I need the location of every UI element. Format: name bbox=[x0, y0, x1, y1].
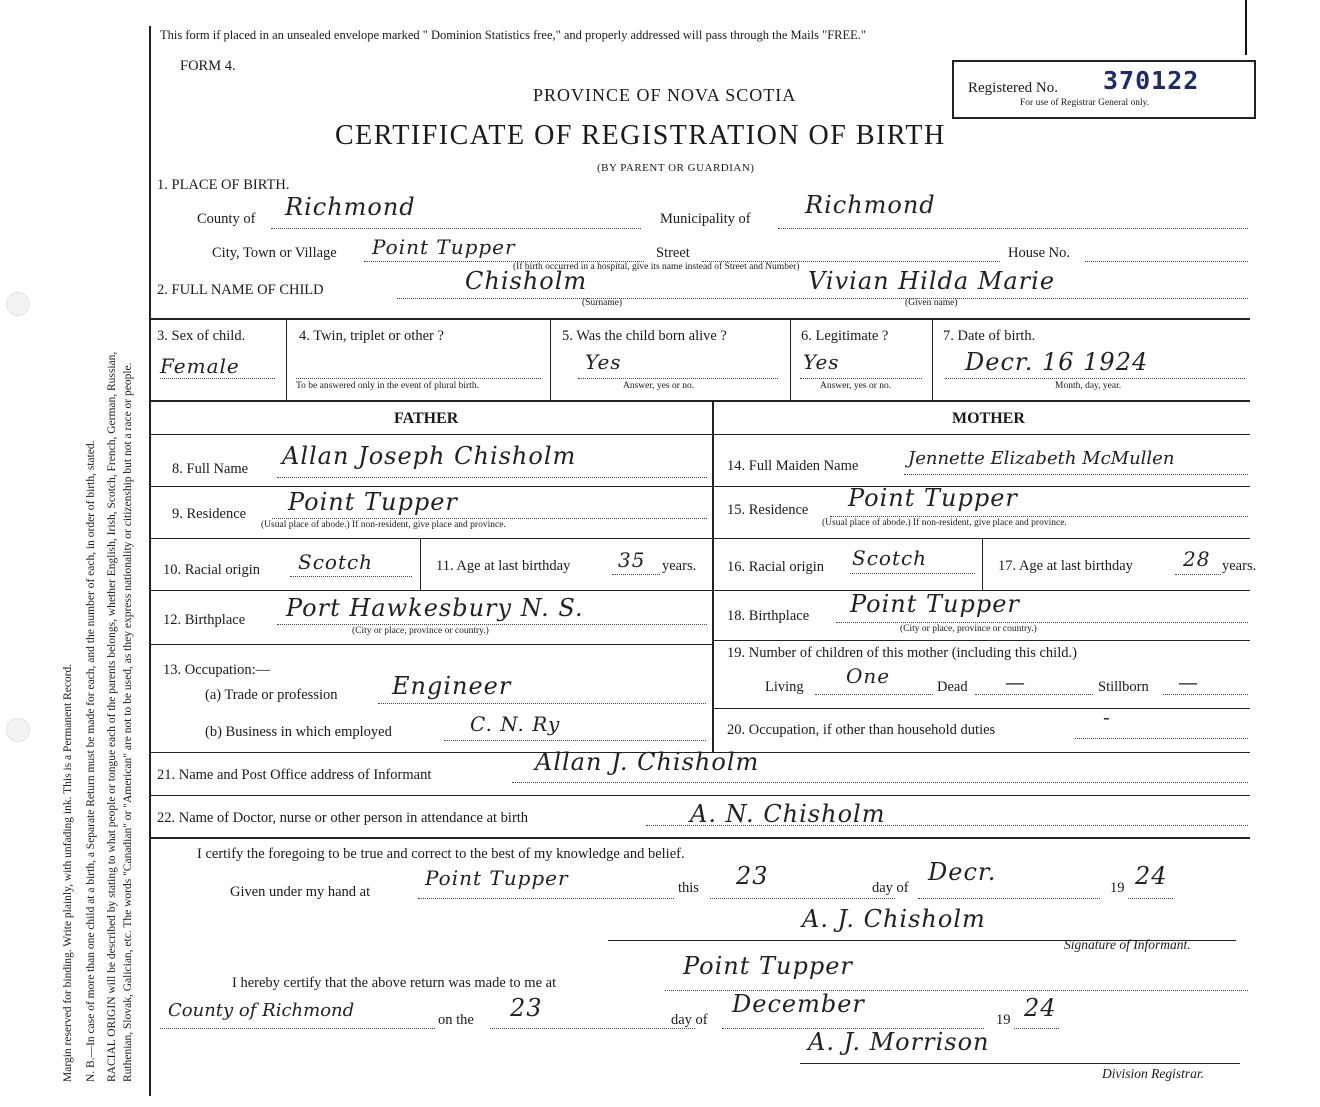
registrar-signature-caption: Division Registrar. bbox=[1102, 1066, 1205, 1081]
mother-children-label: 19. Number of children of this mother (including this child.) bbox=[727, 645, 1077, 661]
dob-line bbox=[945, 378, 1245, 379]
mother-occupation-line bbox=[1075, 738, 1248, 739]
child-surname: Chisholm bbox=[465, 267, 588, 295]
father-row10-divider bbox=[420, 538, 421, 590]
father-occupation-label: 13. Occupation:— bbox=[163, 662, 271, 678]
registrar-month-value: December bbox=[732, 990, 865, 1018]
father-age-line bbox=[612, 574, 660, 575]
registrar-statement: I hereby certify that the above return was made to me at bbox=[232, 975, 557, 991]
mother-birthplace-label: 18. Birthplace bbox=[727, 608, 810, 624]
mother-birthplace-caption: (City or place, province or country.) bbox=[900, 624, 1037, 634]
mother-years-label: years. bbox=[1222, 558, 1257, 574]
father-name-label: 8. Full Name bbox=[172, 461, 249, 477]
child-name-label: 2. FULL NAME OF CHILD bbox=[157, 282, 324, 298]
mother-stillborn-line bbox=[1163, 694, 1248, 695]
father-age-value: 35 bbox=[618, 548, 646, 572]
county-value: Richmond bbox=[285, 193, 416, 221]
mother-maiden-value: Jennette Elizabeth McMullen bbox=[908, 448, 1175, 469]
margin-note-1: Margin reserved for binding. Write plainly, with unfading ink. This is a Permanent Record. bbox=[62, 663, 74, 1082]
mother-racial-value: Scotch bbox=[852, 546, 928, 570]
father-row12-rule bbox=[150, 644, 712, 645]
registrar-year-prefix: 19 bbox=[996, 1012, 1011, 1028]
house-line bbox=[1085, 261, 1248, 262]
dob-caption: Month, day, year. bbox=[1055, 381, 1122, 391]
father-name-line bbox=[277, 477, 707, 478]
row3-divider-4 bbox=[932, 318, 933, 400]
mother-residence-caption: (Usual place of abode.) If non-resident, give place and province. bbox=[822, 518, 1067, 528]
municipality-line bbox=[778, 228, 1248, 229]
given-month-line bbox=[918, 898, 1100, 899]
punch-hole-bottom bbox=[6, 718, 30, 742]
mother-row15-rule bbox=[712, 538, 1250, 539]
mother-dead-line bbox=[975, 694, 1093, 695]
province-heading: PROVINCE OF NOVA SCOTIA bbox=[533, 85, 797, 105]
mother-age-label: 17. Age at last birthday bbox=[998, 558, 1133, 574]
mother-dead-value: — bbox=[1005, 670, 1026, 694]
row3-divider-3 bbox=[790, 318, 791, 400]
registrar-only-note: For use of Registrar General only. bbox=[1020, 98, 1150, 108]
registrar-dayof-label: day of bbox=[671, 1012, 708, 1028]
mother-occupation-label: 20. Occupation, if other than household duties bbox=[727, 722, 996, 738]
father-name-value: Allan Joseph Chisholm bbox=[282, 442, 577, 470]
mother-age-line bbox=[1175, 574, 1221, 575]
house-label: House No. bbox=[1008, 245, 1071, 261]
father-heading: FATHER bbox=[394, 410, 459, 427]
row3-bottom-border bbox=[150, 400, 1250, 402]
form-number: FORM 4. bbox=[180, 58, 236, 74]
father-residence-caption: (Usual place of abode.) If non-resident, give place and province. bbox=[261, 520, 506, 530]
father-residence-line bbox=[272, 518, 707, 519]
informant-value: Allan J. Chisholm bbox=[535, 748, 760, 776]
given-place-value: Point Tupper bbox=[425, 866, 569, 890]
father-racial-label: 10. Racial origin bbox=[163, 562, 261, 578]
mother-dead-label: Dead bbox=[937, 679, 968, 695]
twin-label: 4. Twin, triplet or other ? bbox=[299, 328, 444, 344]
registrar-day-value: 23 bbox=[510, 994, 543, 1022]
given-day-line bbox=[710, 898, 895, 899]
mother-row16-divider bbox=[982, 538, 983, 590]
registrar-signature: A. J. Morrison bbox=[808, 1028, 990, 1056]
alive-label: 5. Was the child born alive ? bbox=[562, 328, 727, 344]
father-trade-line bbox=[378, 703, 706, 704]
registrar-year-value: 24 bbox=[1024, 994, 1057, 1022]
dob-label: 7. Date of birth. bbox=[943, 328, 1036, 344]
certificate-subtitle: (BY PARENT OR GUARDIAN) bbox=[597, 162, 755, 174]
place-of-birth-heading: 1. PLACE OF BIRTH. bbox=[157, 177, 290, 193]
sex-label: 3. Sex of child. bbox=[157, 328, 246, 344]
father-trade-value: Engineer bbox=[392, 672, 512, 700]
hospital-note: (If birth occurred in a hospital, give its name instead of Street and Number) bbox=[513, 262, 800, 272]
father-row9-rule bbox=[150, 538, 712, 539]
row22-rule bbox=[150, 837, 1250, 839]
given-year-value: 24 bbox=[1135, 862, 1168, 890]
form-left-border bbox=[149, 26, 151, 1096]
margin-note-3: RACIAL ORIGIN will be described by stating to what people or tongue each of the parents belongs, whether English, Irish, Scotch, French, German, Russian, bbox=[106, 351, 118, 1082]
row3-top-border bbox=[150, 318, 1250, 320]
mother-residence-label: 15. Residence bbox=[727, 502, 809, 518]
legitimate-value: Yes bbox=[803, 350, 840, 374]
father-row10-rule bbox=[150, 590, 712, 591]
municipality-label: Municipality of bbox=[660, 211, 751, 227]
county-label: County of bbox=[197, 211, 256, 227]
sex-line bbox=[160, 378, 275, 379]
father-birthplace-value: Port Hawkesbury N. S. bbox=[286, 594, 584, 622]
father-trade-label: (a) Trade or profession bbox=[205, 687, 338, 703]
mother-racial-line bbox=[850, 573, 975, 574]
registered-number: 370122 bbox=[1103, 66, 1200, 95]
twin-note: To be answered only in the event of plural birth. bbox=[296, 381, 479, 391]
father-racial-line bbox=[290, 576, 412, 577]
dob-value: Decr. 16 1924 bbox=[965, 348, 1149, 376]
mother-living-value: One bbox=[846, 664, 891, 688]
mother-occupation-value: - bbox=[1103, 705, 1111, 729]
registrar-year-line bbox=[1014, 1028, 1059, 1029]
father-age-label: 11. Age at last birthday bbox=[436, 558, 571, 574]
row3-divider-1 bbox=[286, 318, 287, 400]
county-line bbox=[271, 228, 641, 229]
given-month-value: Decr. bbox=[928, 858, 997, 886]
alive-caption: Answer, yes or no. bbox=[623, 381, 695, 391]
registered-label: Registered No. bbox=[968, 80, 1058, 96]
father-residence-label: 9. Residence bbox=[172, 506, 247, 522]
father-birthplace-caption: (City or place, province or country.) bbox=[352, 626, 489, 636]
page-edge-mark bbox=[1245, 0, 1247, 55]
mother-heading: MOTHER bbox=[952, 410, 1025, 427]
father-birthplace-label: 12. Birthplace bbox=[163, 612, 246, 628]
parents-center-divider bbox=[712, 400, 714, 752]
given-day-value: 23 bbox=[736, 862, 769, 890]
mother-stillborn-value: — bbox=[1178, 670, 1199, 694]
doctor-label: 22. Name of Doctor, nurse or other person in attendance at birth bbox=[157, 810, 529, 826]
father-racial-value: Scotch bbox=[298, 550, 374, 574]
registrar-place-value: Point Tupper bbox=[683, 952, 853, 980]
surname-caption: (Surname) bbox=[582, 298, 623, 308]
alive-line bbox=[578, 378, 778, 379]
certify-statement: I certify the foregoing to be true and correct to the best of my knowledge and belief. bbox=[197, 846, 685, 862]
mother-birthplace-line bbox=[836, 622, 1248, 623]
father-business-label: (b) Business in which employed bbox=[205, 724, 392, 740]
legitimate-caption: Answer, yes or no. bbox=[820, 381, 892, 391]
child-given-name: Vivian Hilda Marie bbox=[808, 267, 1056, 295]
mother-age-value: 28 bbox=[1183, 547, 1211, 571]
punch-hole-top bbox=[6, 292, 30, 316]
registrar-day-line bbox=[490, 1028, 695, 1029]
margin-note-4: Ruthenian, Slovak, Galician, etc. The words "Canadian" or "American" are not to be used, as they express nationality or citizenship but not a race or people. bbox=[122, 362, 134, 1082]
alive-value: Yes bbox=[585, 350, 622, 374]
mother-maiden-line bbox=[904, 474, 1248, 475]
informant-label: 21. Name and Post Office address of Informant bbox=[157, 767, 432, 783]
row21-rule bbox=[150, 795, 1250, 796]
legitimate-label: 6. Legitimate ? bbox=[801, 328, 889, 344]
registrar-county-value: County of Richmond bbox=[168, 1000, 355, 1021]
informant-line bbox=[512, 782, 1248, 783]
municipality-value: Richmond bbox=[805, 191, 936, 219]
mother-birthplace-value: Point Tupper bbox=[850, 590, 1020, 618]
registrar-signature-line bbox=[800, 1063, 1240, 1064]
city-value: Point Tupper bbox=[372, 235, 516, 259]
father-residence-value: Point Tupper bbox=[288, 488, 458, 516]
margin-note-2: N. B.—In case of more than one child at a birth, a Separate Return must be made for each, and the number of each, in order of birth, stated. bbox=[85, 440, 97, 1082]
registrar-onthe-label: on the bbox=[438, 1012, 474, 1028]
street-label: Street bbox=[656, 245, 690, 261]
mother-maiden-label: 14. Full Maiden Name bbox=[727, 458, 859, 474]
mailing-notice: This form if placed in an unsealed envelope marked " Dominion Statistics free," and properly addressed will pass through the Mails "FREE." bbox=[160, 28, 867, 42]
given-year-line bbox=[1128, 898, 1173, 899]
father-business-value: C. N. Ry bbox=[470, 712, 561, 736]
informant-signature-caption: Signature of Informant. bbox=[1064, 937, 1191, 952]
sex-value: Female bbox=[160, 354, 240, 378]
father-business-line bbox=[444, 740, 706, 741]
mother-row18-rule bbox=[712, 640, 1250, 641]
given-year-prefix: 19 bbox=[1110, 880, 1125, 896]
given-place-line bbox=[418, 898, 674, 899]
twin-line bbox=[296, 378, 541, 379]
certificate-title: CERTIFICATE OF REGISTRATION OF BIRTH bbox=[335, 120, 946, 151]
doctor-value: A. N. Chisholm bbox=[690, 800, 886, 828]
city-label: City, Town or Village bbox=[212, 245, 337, 261]
father-birthplace-line bbox=[277, 624, 707, 625]
given-name-caption: (Given name) bbox=[905, 298, 958, 308]
row3-divider-2 bbox=[550, 318, 551, 400]
mother-living-label: Living bbox=[765, 679, 804, 695]
given-under-label: Given under my hand at bbox=[230, 884, 371, 900]
legitimate-line bbox=[800, 378, 922, 379]
father-years-label: years. bbox=[662, 558, 697, 574]
mother-living-line bbox=[815, 694, 933, 695]
registrar-county-line bbox=[160, 1028, 435, 1029]
father-row8-rule bbox=[150, 486, 712, 487]
mother-stillborn-label: Stillborn bbox=[1098, 679, 1149, 695]
given-dayof-label: day of bbox=[872, 880, 909, 896]
child-name-line bbox=[397, 298, 1248, 299]
mother-row19-rule bbox=[712, 708, 1250, 709]
mother-racial-label: 16. Racial origin bbox=[727, 559, 825, 575]
mother-residence-value: Point Tupper bbox=[848, 484, 1018, 512]
parents-header-rule bbox=[150, 434, 1250, 435]
mother-residence-line bbox=[830, 516, 1248, 517]
informant-signature: A. J. Chisholm bbox=[802, 905, 986, 933]
given-this-label: this bbox=[678, 880, 699, 896]
